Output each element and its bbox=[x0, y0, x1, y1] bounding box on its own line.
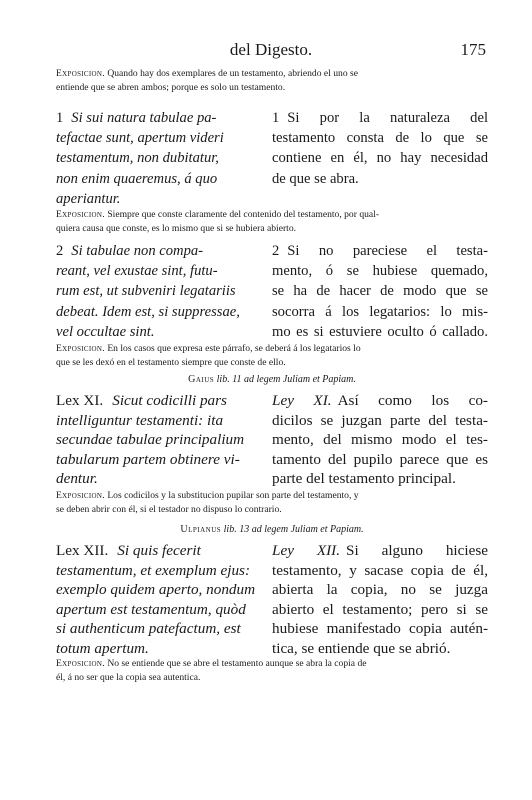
exposition-text: que se les dexó en el testamento siempre que conste de ello. bbox=[56, 356, 286, 368]
latin-line: rum est, ut subveniri legatariis bbox=[56, 283, 236, 300]
latin-line: Sicut codicilli pars bbox=[112, 392, 227, 409]
exposition-text: Siempre que conste claramente del contenido del testamento, por qual- bbox=[107, 209, 380, 220]
spanish-column bbox=[272, 108, 488, 189]
latin-line: reant, vel exustae sint, futu- bbox=[56, 263, 218, 280]
source-citation bbox=[56, 374, 488, 385]
exposition-label: Exposicion. bbox=[56, 68, 105, 79]
spanish-line: testamento, y sacase copia de él, bbox=[272, 561, 488, 579]
latin-line: tefactae sunt, apertum videri bbox=[56, 130, 224, 147]
spanish-line: parte del testamento principal. bbox=[272, 470, 456, 488]
spanish-column bbox=[272, 241, 488, 342]
spanish-line: de que se abra. bbox=[272, 170, 359, 187]
exposition-text: No se entiende que se abre el testamento aunque se abra la copia de bbox=[107, 658, 367, 669]
paragraph-number: 2 bbox=[56, 243, 64, 259]
latin-column bbox=[56, 241, 264, 342]
exposition-paragraph bbox=[56, 342, 488, 370]
exposition-text: él, á no ser que la copia sea autentica. bbox=[56, 671, 201, 683]
source-citation bbox=[56, 524, 488, 535]
latin-line: exemplo quidem aperto, nondum bbox=[56, 581, 256, 599]
latin-line: secundae tabulae principalium bbox=[56, 431, 245, 449]
latin-line: testamentum, non dubitatur, bbox=[56, 150, 219, 167]
page-header bbox=[56, 40, 486, 62]
latin-line: si authenticum patefactum, est bbox=[56, 620, 241, 638]
spanish-line: tamento del pupilo parece que es bbox=[272, 450, 488, 468]
exposition-paragraph bbox=[56, 489, 488, 517]
latin-line: Si quis fecerit bbox=[117, 542, 201, 559]
paragraph-number: 2 bbox=[272, 243, 280, 259]
law-label: Lex XII. bbox=[56, 542, 109, 559]
spanish-line: se ha de hacer de modo que se bbox=[272, 283, 488, 300]
paragraph-number: 1 bbox=[272, 110, 280, 126]
exposition-paragraph bbox=[56, 67, 488, 95]
citation-text: lib. 13 ad legem Juliam et Papiam. bbox=[223, 524, 364, 535]
latin-line: intelliguntur testamenti: ita bbox=[56, 411, 224, 429]
ley-label: Ley XII. bbox=[272, 542, 341, 559]
spanish-line: socorra á los legatarios: lo mis- bbox=[272, 303, 488, 320]
spanish-line: Si no pareciese el testa- bbox=[287, 243, 488, 259]
running-title: del Digesto. bbox=[229, 40, 313, 59]
paragraph-1 bbox=[56, 108, 488, 210]
law-12 bbox=[56, 541, 488, 661]
law-11 bbox=[56, 391, 488, 491]
spanish-line: Así como los co- bbox=[337, 392, 488, 409]
latin-line: non enim quaeremus, á quo bbox=[56, 170, 218, 187]
exposition-text: Quando hay dos exemplares de un testamento, abriendo el uno se bbox=[107, 68, 359, 79]
latin-line: tabularum partem obtinere vi- bbox=[56, 450, 240, 468]
ley-label: Ley XI. bbox=[272, 392, 332, 409]
latin-line: dentur. bbox=[56, 470, 98, 488]
latin-line: totum apertum. bbox=[56, 639, 149, 657]
spanish-line: tica, se entiende que se abrió. bbox=[272, 639, 451, 657]
latin-column bbox=[56, 108, 264, 209]
paragraph-2 bbox=[56, 241, 488, 343]
latin-line: Si sui natura tabulae pa- bbox=[71, 110, 217, 126]
spanish-line: Si alguno hiciese bbox=[346, 542, 489, 559]
spanish-line: abierto el testamento; pero si se bbox=[272, 600, 488, 618]
spanish-column bbox=[272, 541, 488, 659]
spanish-line: hubiese manifestado copia autén- bbox=[272, 620, 488, 638]
exposition-text: quiera causa que conste, es lo mismo que si se hubiera abierto. bbox=[56, 222, 297, 234]
citation-author: Gaius bbox=[188, 374, 215, 385]
page-number: 175 bbox=[460, 40, 486, 59]
latin-line: apertum est testamentum, quòd bbox=[56, 600, 246, 618]
exposition-text: se deben abrir con él, si el testador no dispuso lo contrario. bbox=[56, 503, 282, 515]
latin-line: vel occultae sint. bbox=[56, 323, 155, 340]
spanish-line: mo es si estuviere oculto ó callado. bbox=[272, 323, 488, 340]
exposition-label: Exposicion. bbox=[56, 490, 105, 501]
exposition-text: Los codicilos y la substitucion pupilar son parte del testamento, y bbox=[107, 490, 359, 501]
exposition-label: Exposicion. bbox=[56, 658, 105, 669]
spanish-line: mento, del mismo modo el tes- bbox=[272, 431, 488, 449]
exposition-text: entiende que se abren ambos; porque es solo un testamento. bbox=[56, 81, 286, 93]
citation-author: Ulpianus bbox=[180, 524, 222, 535]
exposition-text: En los casos que expresa este párrafo, se deberá á los legatarios lo bbox=[107, 343, 361, 354]
spanish-line: dicilos se juzgan parte del testa- bbox=[272, 411, 488, 429]
spanish-line: Si por la naturaleza del bbox=[287, 110, 488, 126]
spanish-line: testamento consta de lo que se bbox=[272, 130, 488, 147]
spanish-column bbox=[272, 391, 488, 489]
latin-line: Si tabulae non compa- bbox=[71, 243, 204, 259]
spanish-line: mento, ó se hubiese quemado, bbox=[272, 263, 488, 280]
paragraph-number: 1 bbox=[56, 110, 64, 126]
citation-text: lib. 11 ad legem Juliam et Papiam. bbox=[216, 374, 356, 385]
exposition-paragraph bbox=[56, 208, 488, 236]
exposition-label: Exposicion. bbox=[56, 343, 105, 354]
exposition-label: Exposicion. bbox=[56, 209, 105, 220]
law-label: Lex XI. bbox=[56, 392, 104, 409]
latin-column bbox=[56, 391, 264, 489]
spanish-line: contiene en él, no hay necesidad bbox=[272, 150, 488, 167]
latin-column bbox=[56, 541, 264, 659]
spanish-line: abierta la copia, no se juzga bbox=[272, 581, 488, 599]
latin-line: debeat. Idem est, si suppressae, bbox=[56, 303, 240, 320]
latin-line: testamentum, et exemplum ejus: bbox=[56, 561, 251, 579]
latin-line: aperiantur. bbox=[56, 190, 121, 207]
exposition-paragraph bbox=[56, 657, 488, 685]
